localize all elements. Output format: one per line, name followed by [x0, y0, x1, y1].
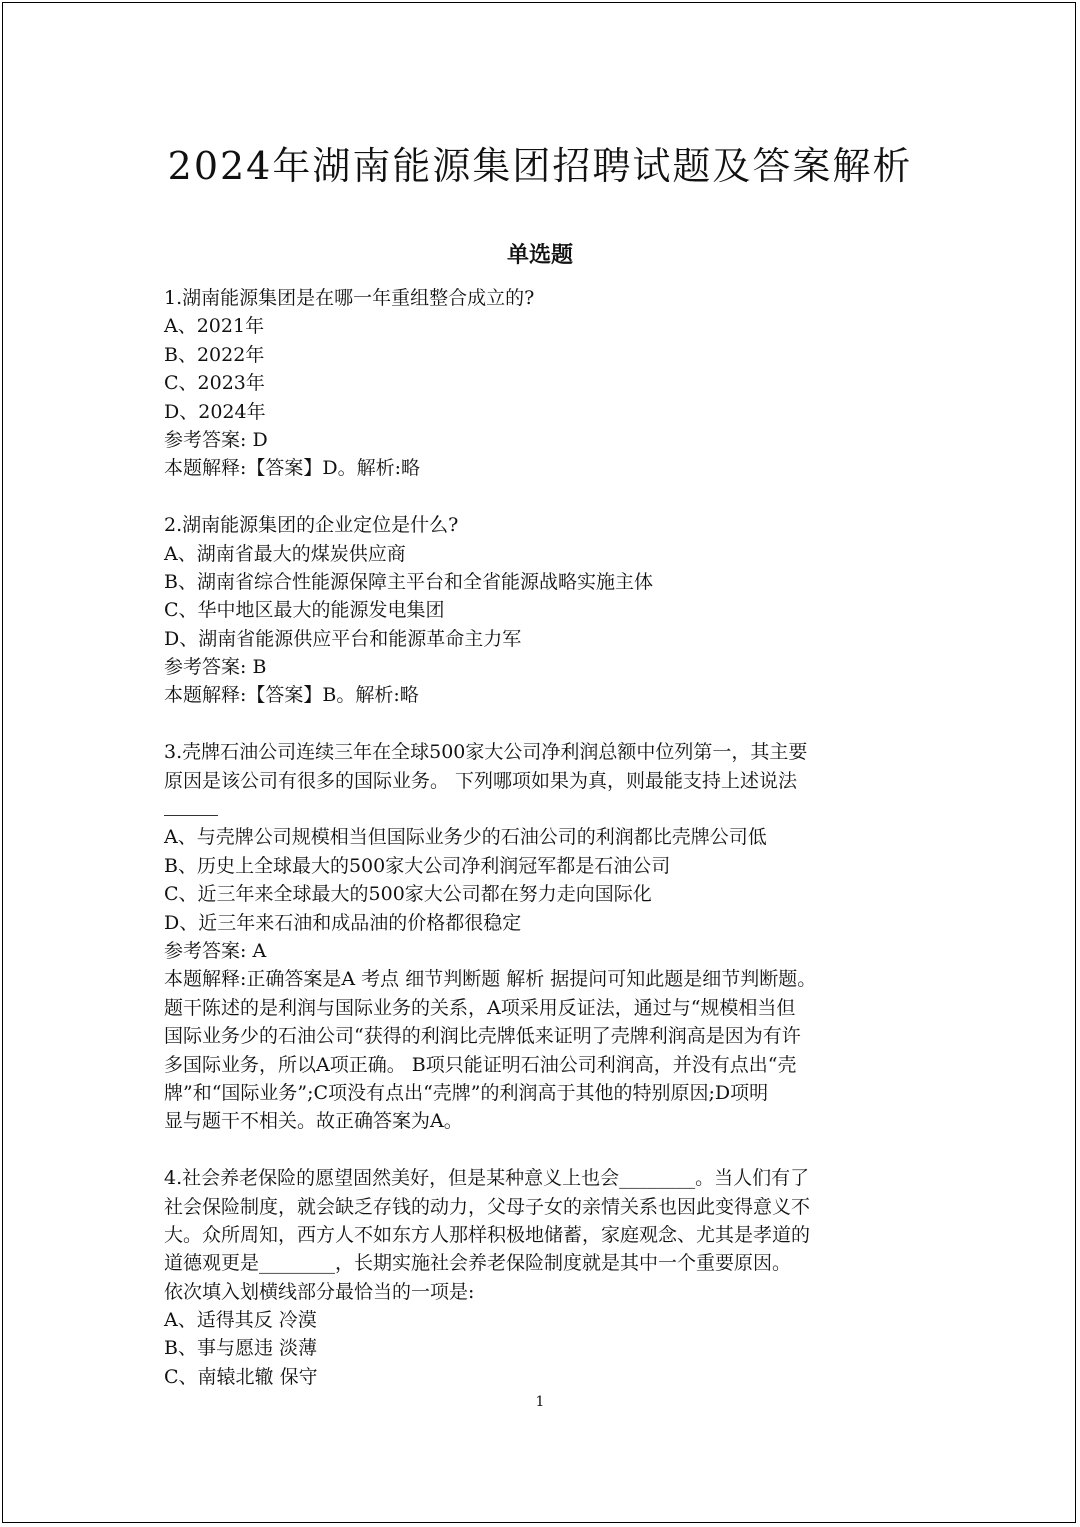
- question-stem: 1.湖南能源集团是在哪一年重组整合成立的?: [164, 287, 535, 309]
- question-2: [164, 511, 924, 710]
- spacer: [164, 710, 924, 738]
- question-4: [164, 1164, 924, 1391]
- explanation-line: 国际业务少的石油公司“获得的利润比壳牌低来证明了壳牌利润高是因为有许: [164, 1025, 801, 1048]
- question-stem-line: 依次填入划横线部分最恰当的一项是:: [164, 1280, 475, 1303]
- reference-answer: 参考答案: A: [164, 939, 267, 962]
- question-stem-line: 3.壳牌石油公司连续三年在全球500家大公司净利润总额中位列第一，其主要: [164, 741, 808, 764]
- reference-answer: 参考答案: B: [164, 656, 267, 679]
- question-stem-line: 道德观更是________，长期实施社会养老保险制度就是其中一个重要原因。: [164, 1252, 792, 1275]
- section-title: 单选题: [506, 243, 573, 268]
- explanation-line: 多国际业务，所以A项正确。 B项只能证明石油公司利润高，并没有点出“壳: [164, 1053, 797, 1076]
- question-stem-line: 大。众所周知，西方人不如东方人那样积极地储蓄，家庭观念、尤其是孝道的: [164, 1223, 811, 1246]
- option-a: A、适得其反 冷漠: [164, 1309, 317, 1332]
- option-c: C、华中地区最大的能源发电集团: [164, 599, 445, 622]
- blank-underline: [164, 815, 218, 816]
- option-a: A、湖南省最大的煤炭供应商: [164, 542, 406, 565]
- document-title: 2024年湖南能源集团招聘试题及答案解析: [167, 144, 913, 188]
- answer-blank: [164, 795, 924, 823]
- spacer: [164, 1136, 924, 1164]
- explanation-line: 题干陈述的是利润与国际业务的关系，A项采用反证法，通过与“规模相当但: [164, 996, 796, 1019]
- question-stem-line: 原因是该公司有很多的国际业务。 下列哪项如果为真，则最能支持上述说法: [164, 769, 798, 792]
- document-body: [164, 284, 924, 1391]
- option-b: B、2022年: [164, 343, 265, 366]
- option-c: C、近三年来全球最大的500家大公司都在努力走向国际化: [164, 883, 652, 906]
- question-1: [164, 284, 924, 483]
- option-d: D、近三年来石油和成品油的价格都很稳定: [164, 911, 522, 934]
- explanation-line: 本题解释:正确答案是A 考点 细节判断题 解析 据提问可知此题是细节判断题。: [164, 968, 817, 991]
- explanation: 本题解释:【答案】D。解析:略: [164, 457, 421, 480]
- option-c: C、2023年: [164, 372, 265, 395]
- question-stem-line: 社会保险制度，就会缺乏存钱的动力，父母子女的亲情关系也因此变得意义不: [164, 1195, 811, 1218]
- option-d: D、湖南省能源供应平台和能源革命主力军: [164, 627, 522, 650]
- option-b: B、事与愿违 淡薄: [164, 1337, 318, 1360]
- explanation-line: 牌”和“国际业务”;C项没有点出“壳牌”的利润高于其他的特别原因;D项明: [164, 1081, 769, 1104]
- option-d: D、2024年: [164, 400, 266, 423]
- option-b: B、湖南省综合性能源保障主平台和全省能源战略实施主体: [164, 570, 653, 593]
- question-stem-line: 4.社会养老保险的愿望固然美好，但是某种意义上也会________。当人们有了: [164, 1167, 810, 1190]
- question-3: [164, 738, 924, 1135]
- question-stem: 2.湖南能源集团的企业定位是什么?: [164, 514, 459, 537]
- reference-answer: 参考答案: D: [164, 428, 268, 451]
- option-c: C、南辕北辙 保守: [164, 1365, 318, 1388]
- page-number: 1: [535, 1394, 545, 1410]
- spacer: [164, 483, 924, 511]
- explanation: 本题解释:【答案】B。解析:略: [164, 684, 419, 707]
- option-b: B、历史上全球最大的500家大公司净利润冠军都是石油公司: [164, 854, 671, 877]
- option-a: A、与壳牌公司规模相当但国际业务少的石油公司的利润都比壳牌公司低: [164, 826, 767, 849]
- explanation-line: 显与题干不相关。故正确答案为A。: [164, 1110, 463, 1133]
- option-a: A、2021年: [164, 315, 265, 338]
